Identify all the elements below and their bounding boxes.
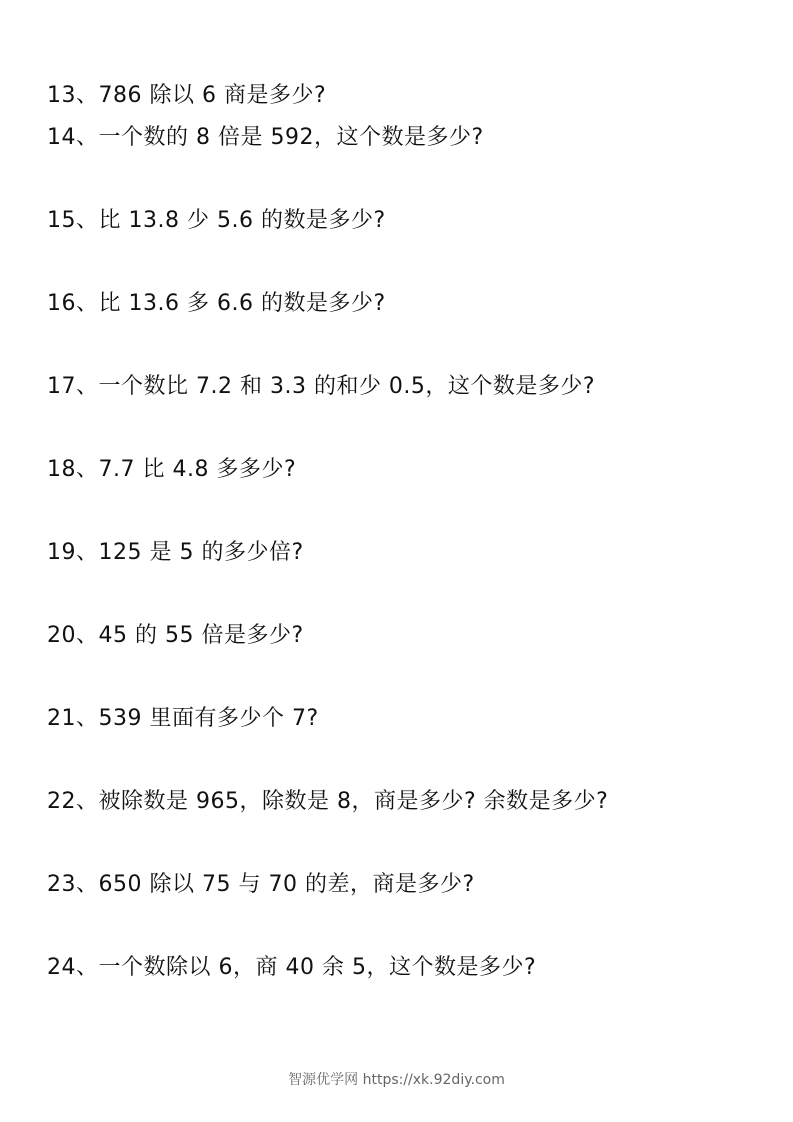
question-18: 18、7.7 比 4.8 多多少? xyxy=(47,457,297,482)
question-20: 20、45 的 55 倍是多少? xyxy=(47,623,304,648)
question-14: 14、一个数的 8 倍是 592，这个数是多少? xyxy=(47,125,484,150)
question-16: 16、比 13.6 多 6.6 的数是多少? xyxy=(47,291,386,316)
question-24: 24、一个数除以 6，商 40 余 5，这个数是多少? xyxy=(47,955,537,980)
question-15: 15、比 13.8 少 5.6 的数是多少? xyxy=(47,208,386,233)
question-13: 13、786 除以 6 商是多少? xyxy=(47,83,327,108)
question-22: 22、被除数是 965，除数是 8，商是多少? 余数是多少? xyxy=(47,789,609,814)
question-21: 21、539 里面有多少个 7? xyxy=(47,706,319,731)
footer-watermark: 智源优学网 https://xk.92diy.com xyxy=(288,1072,505,1088)
question-23: 23、650 除以 75 与 70 的差，商是多少? xyxy=(47,872,475,897)
question-17: 17、一个数比 7.2 和 3.3 的和少 0.5，这个数是多少? xyxy=(47,374,596,399)
question-19: 19、125 是 5 的多少倍? xyxy=(47,540,304,565)
